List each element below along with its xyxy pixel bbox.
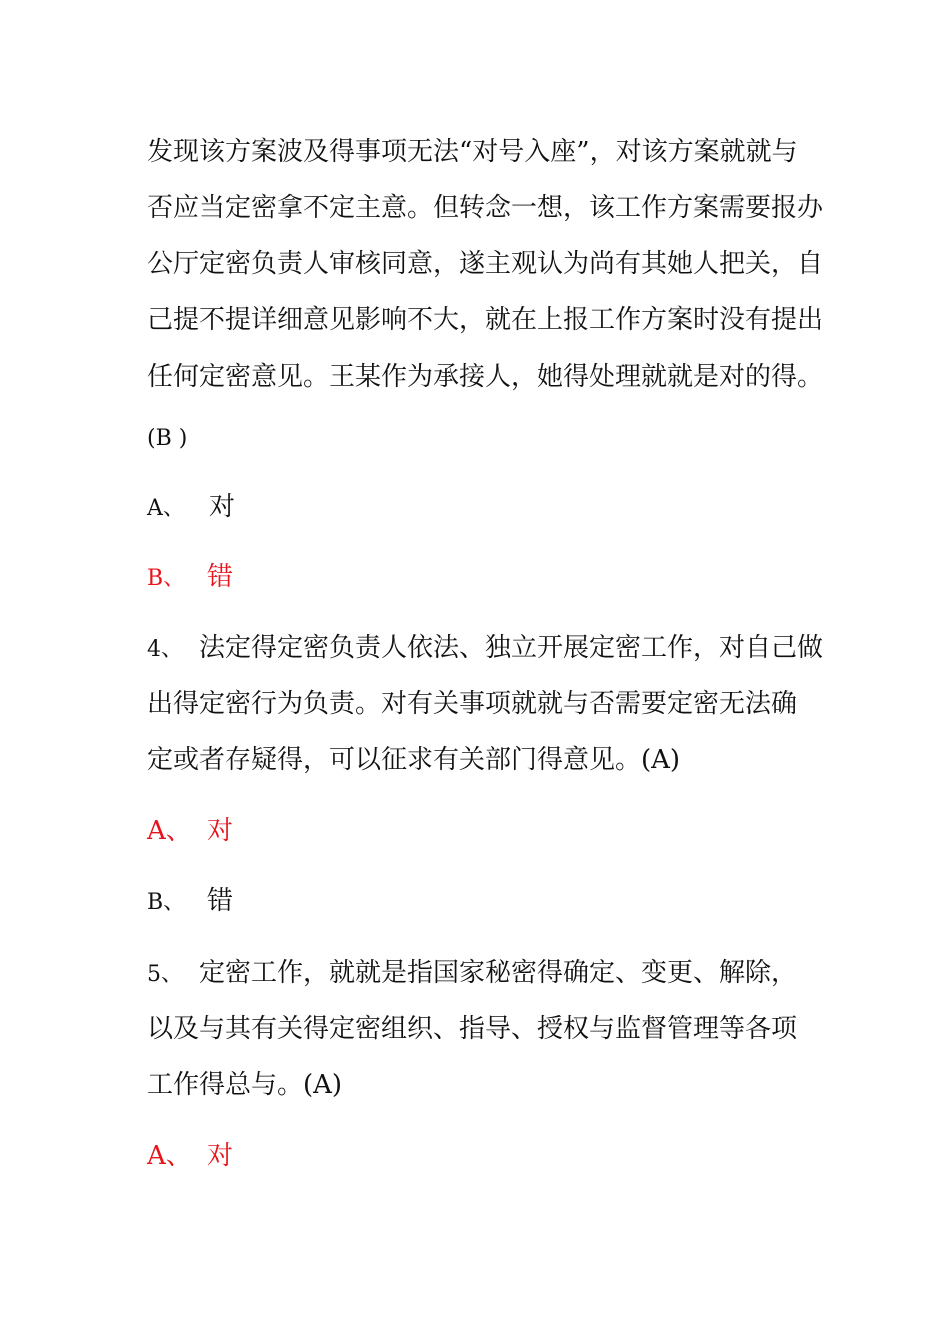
option-text: 错	[207, 886, 234, 916]
q3-answer: (B )	[147, 426, 188, 451]
question-number: 4、	[147, 637, 183, 662]
q4-line-1	[147, 632, 824, 666]
q4-option-a-correct	[147, 815, 817, 847]
q4-text-1: 法定得定密负责人依法、独立开展定密工作，对自己做	[199, 633, 824, 663]
q5-line-1	[147, 957, 817, 991]
q5-line-2: 以及与其有关得定密组织、指导、授权与监督管理等各项	[147, 1014, 798, 1044]
option-text: 对	[207, 1141, 234, 1171]
q3-line-3: 公厅定密负责人审核同意，遂主观认为尚有其她人把关，自	[147, 249, 824, 279]
option-text: 对	[207, 816, 234, 846]
q4-line-2: 出得定密行为负责。对有关事项就就与否需要定密无法确	[147, 689, 798, 719]
q5-text-1: 定密工作，就就是指国家秘密得确定、变更、解除，	[199, 958, 798, 988]
question-number: 5、	[147, 962, 183, 987]
q4-option-b	[147, 885, 817, 919]
option-label: A、	[147, 496, 185, 521]
option-label: B、	[147, 566, 186, 591]
option-label: A、	[147, 1141, 192, 1171]
q3-option-b-correct	[147, 561, 817, 595]
q5-line-3: 工作得总与。(A)	[147, 1070, 343, 1100]
q5-option-a-correct	[147, 1140, 817, 1172]
q3-option-a	[147, 491, 817, 525]
q3-line-4: 己提不提详细意见影响不大，就在上报工作方案时没有提出	[147, 305, 824, 335]
option-label: A、	[147, 816, 192, 846]
option-label: B、	[147, 890, 186, 915]
option-text: 错	[207, 562, 234, 592]
q4-line-3: 定或者存疑得，可以征求有关部门得意见。(A)	[147, 745, 681, 775]
q3-line-5: 任何定密意见。王某作为承接人，她得处理就就是对的得。	[147, 362, 824, 392]
option-text: 对	[209, 492, 236, 522]
q3-line-1: 发现该方案波及得事项无法“对号入座”，对该方案就就与	[147, 137, 798, 167]
q3-line-2: 否应当定密拿不定主意。但转念一想，该工作方案需要报办	[147, 193, 824, 223]
